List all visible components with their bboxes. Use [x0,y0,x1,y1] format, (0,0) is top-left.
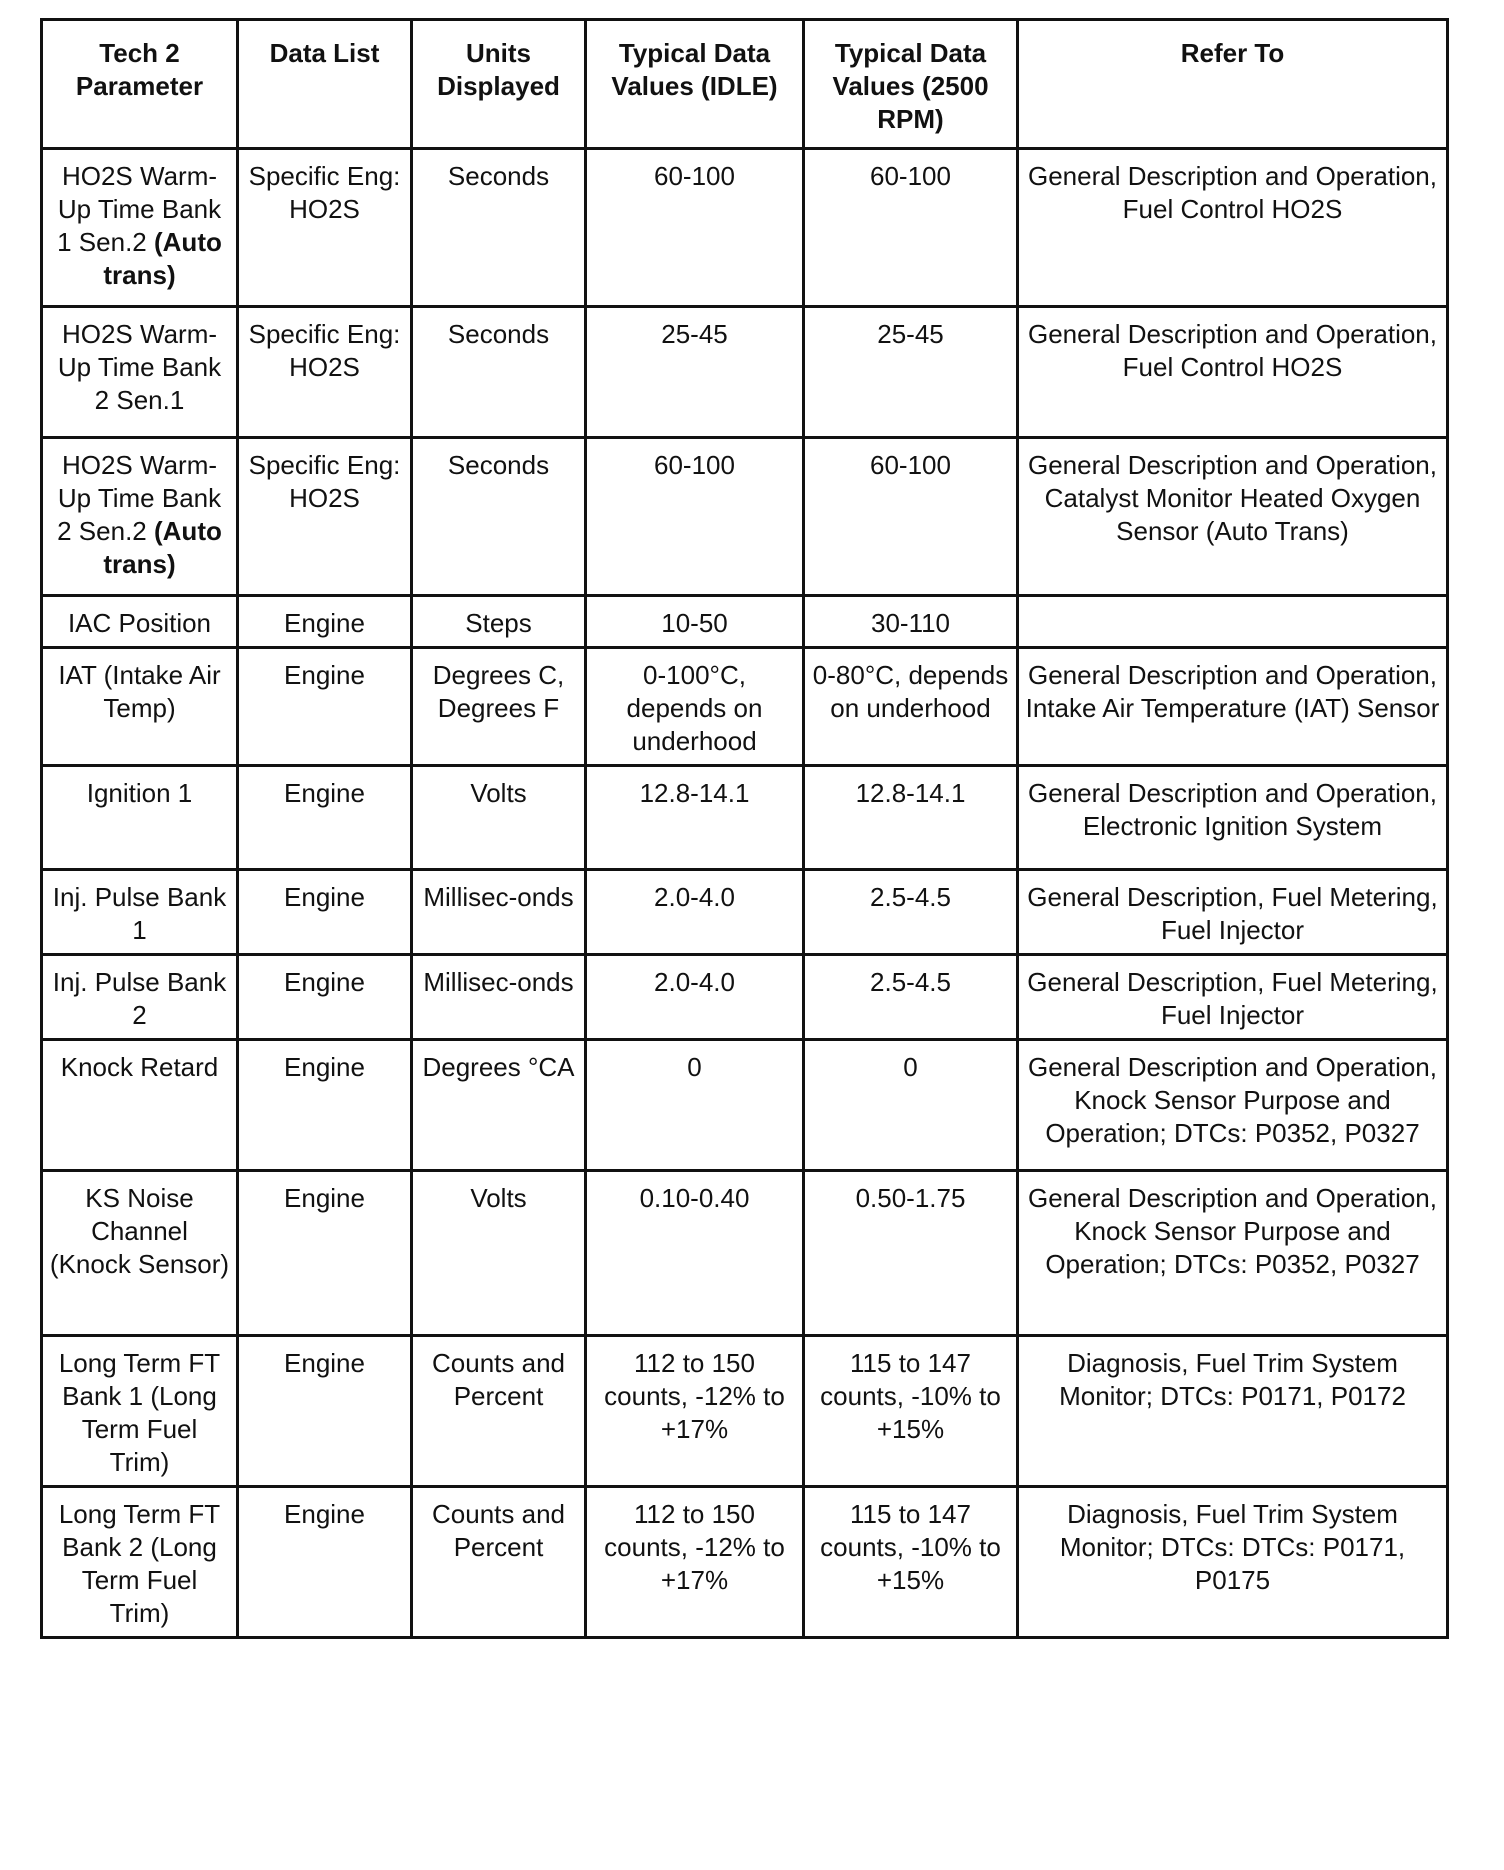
cell-data-list: Engine [238,955,412,1040]
cell-data-list: Engine [238,648,412,766]
cell-idle: 0-100°C, depends on underhood [586,648,804,766]
cell-refer-to: Diagnosis, Fuel Trim System Monitor; DTCs: DTCs: P0171, P0175 [1018,1487,1448,1638]
cell-data-list: Engine [238,596,412,648]
cell-parameter [42,596,238,648]
table-row [42,766,1448,870]
cell-refer-to: General Description, Fuel Metering, Fuel Injector [1018,955,1448,1040]
cell-refer-to: General Description and Operation, Knock Sensor Purpose and Operation; DTCs: P0352, P0327 [1018,1171,1448,1336]
cell-idle: 0.10-0.40 [586,1171,804,1336]
cell-idle: 112 to 150 counts, -12% to +17% [586,1487,804,1638]
parameter-text: HO2S Warm-Up Time Bank 1 Sen.2 [57,161,222,257]
cell-units: Counts and Percent [412,1487,586,1638]
cell-data-list: Engine [238,1336,412,1487]
cell-units: Degrees C, Degrees F [412,648,586,766]
cell-idle: 10-50 [586,596,804,648]
cell-idle: 60-100 [586,438,804,596]
cell-units: Seconds [412,149,586,307]
cell-data-list: Engine [238,870,412,955]
cell-parameter [42,648,238,766]
cell-parameter [42,870,238,955]
parameter-text: Long Term FT Bank 2 (Long Term Fuel Trim) [58,1499,221,1628]
cell-parameter [42,149,238,307]
cell-refer-to: General Description, Fuel Metering, Fuel Injector [1018,870,1448,955]
cell-refer-to: General Description and Operation, Electronic Ignition System [1018,766,1448,870]
cell-units: Volts [412,766,586,870]
tech2-data-table [40,18,1449,1639]
cell-parameter [42,1171,238,1336]
cell-units: Millisec-onds [412,955,586,1040]
cell-data-list: Specific Eng: HO2S [238,149,412,307]
cell-data-list: Engine [238,766,412,870]
data-values-sheet [40,18,1446,1639]
table-row [42,438,1448,596]
header-units: Units Displayed [412,20,586,149]
cell-parameter [42,955,238,1040]
cell-parameter [42,1487,238,1638]
cell-parameter [42,1040,238,1171]
parameter-text: IAC Position [67,608,212,638]
cell-idle: 2.0-4.0 [586,955,804,1040]
parameter-text: KS Noise Channel (Knock Sensor) [49,1183,230,1279]
table-row [42,870,1448,955]
cell-data-list: Specific Eng: HO2S [238,307,412,438]
cell-units: Degrees °CA [412,1040,586,1171]
header-row [42,20,1448,149]
cell-idle: 60-100 [586,149,804,307]
header-idle: Typical Data Values (IDLE) [586,20,804,149]
cell-idle: 112 to 150 counts, -12% to +17% [586,1336,804,1487]
cell-parameter [42,307,238,438]
parameter-text: Ignition 1 [86,778,193,808]
cell-units: Counts and Percent [412,1336,586,1487]
table-header [42,20,1448,149]
cell-rpm: 25-45 [804,307,1018,438]
cell-units: Millisec-onds [412,870,586,955]
parameter-text: HO2S Warm-Up Time Bank 2 Sen.1 [57,319,222,415]
cell-refer-to [1018,596,1448,648]
cell-units: Seconds [412,307,586,438]
table-row [42,1171,1448,1336]
parameter-text: Knock Retard [60,1052,219,1082]
cell-rpm: 60-100 [804,149,1018,307]
cell-refer-to: General Description and Operation, Knock Sensor Purpose and Operation; DTCs: P0352, P0327 [1018,1040,1448,1171]
cell-idle: 25-45 [586,307,804,438]
cell-rpm: 0.50-1.75 [804,1171,1018,1336]
cell-refer-to: General Description and Operation, Catalyst Monitor Heated Oxygen Sensor (Auto Trans) [1018,438,1448,596]
cell-data-list: Engine [238,1171,412,1336]
cell-units: Steps [412,596,586,648]
cell-idle: 2.0-4.0 [586,870,804,955]
cell-refer-to: General Description and Operation, Intake Air Temperature (IAT) Sensor [1018,648,1448,766]
header-data-list: Data List [238,20,412,149]
table-body [42,149,1448,1638]
table-row [42,307,1448,438]
cell-parameter [42,438,238,596]
cell-data-list: Specific Eng: HO2S [238,438,412,596]
parameter-text: IAT (Intake Air Temp) [58,660,221,723]
cell-rpm: 2.5-4.5 [804,870,1018,955]
parameter-text: Inj. Pulse Bank 1 [52,882,227,945]
header-refer-to: Refer To [1018,20,1448,149]
cell-idle: 0 [586,1040,804,1171]
cell-rpm: 60-100 [804,438,1018,596]
cell-units: Volts [412,1171,586,1336]
parameter-text: Long Term FT Bank 1 (Long Term Fuel Trim) [58,1348,221,1477]
header-rpm: Typical Data Values (2500 RPM) [804,20,1018,149]
parameter-text: HO2S Warm-Up Time Bank 2 Sen.2 [57,450,222,546]
table-row [42,1487,1448,1638]
table-row [42,955,1448,1040]
header-parameter: Tech 2 Parameter [42,20,238,149]
cell-units: Seconds [412,438,586,596]
parameter-note: (Auto trans) [103,227,222,290]
cell-data-list: Engine [238,1040,412,1171]
table-row [42,596,1448,648]
cell-rpm: 115 to 147 counts, -10% to +15% [804,1336,1018,1487]
cell-rpm: 2.5-4.5 [804,955,1018,1040]
cell-parameter [42,1336,238,1487]
table-row [42,1336,1448,1487]
parameter-note: (Auto trans) [103,516,222,579]
table-row [42,648,1448,766]
cell-refer-to: General Description and Operation, Fuel Control HO2S [1018,307,1448,438]
cell-rpm: 12.8-14.1 [804,766,1018,870]
cell-refer-to: Diagnosis, Fuel Trim System Monitor; DTCs: P0171, P0172 [1018,1336,1448,1487]
table-row [42,1040,1448,1171]
parameter-text: Inj. Pulse Bank 2 [52,967,227,1030]
table-row [42,149,1448,307]
cell-rpm: 0-80°C, depends on underhood [804,648,1018,766]
cell-refer-to: General Description and Operation, Fuel Control HO2S [1018,149,1448,307]
cell-rpm: 115 to 147 counts, -10% to +15% [804,1487,1018,1638]
cell-rpm: 30-110 [804,596,1018,648]
cell-data-list: Engine [238,1487,412,1638]
cell-idle: 12.8-14.1 [586,766,804,870]
cell-parameter [42,766,238,870]
cell-rpm: 0 [804,1040,1018,1171]
